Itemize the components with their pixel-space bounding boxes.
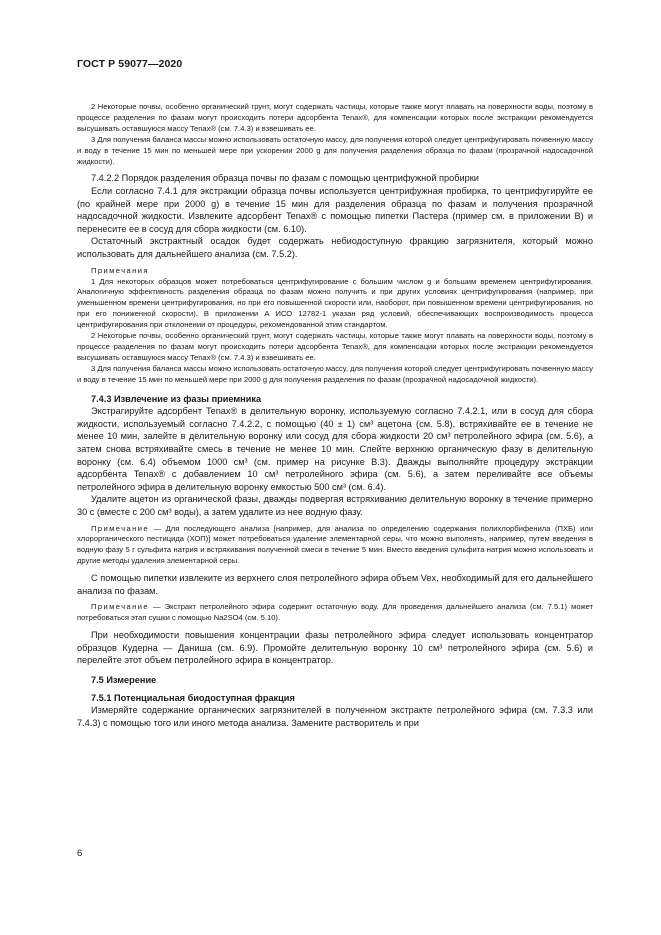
note-2: 2 Некоторые почвы, особенно органический грунт, могут содержать частицы, которые также могут плавать на поверхности воды, поэтому в процессе разделения по фазам могут происходить потери адсорбента Tenax®, для компенсации которых после экстракции рекомендуется высушивать оставшуюся массу Tenax® (см. 7.4.3) и взвешивать ее.	[77, 331, 593, 362]
page-number: 6	[77, 848, 83, 859]
note-label: Примечание	[91, 523, 149, 533]
section-heading-7-5: 7.5 Измерение	[91, 674, 157, 685]
paragraph: При необходимости повышения концентрации фазы петролейного эфира следует использовать концентратор образцов Кудерна — Даниша (см. 6.9). Промойте делительную воронку 10 см³ петролейного эфира (см. 5.6) и перелейте этот объем петролейного эфира в концентратор.	[77, 630, 593, 666]
note-text: — Экстракт петролейного эфира содержит остаточную воду. Для проведения дальнейшего анализа (см. 7.5.1) может потребоваться этап сушки с помощью Na2SO4 (см. 5.10).	[77, 602, 593, 623]
paragraph: Экстрагируйте адсорбент Tenax® в делительную воронку, используемую согласно 7.4.2.1, или в сосуд для сбора жидкости, используемый согласно 7.4.2.2, с помощью (40 ± 1) см³ ацетона (см. 5.8), встряхивайте ее в течение не менее 10 мин, залейте в делительную воронку или сосуд для сбора жидкости 20 см³ петролейного эфира (см. 5.6), а затем снова встряхивайте смесь в течение не менее 10 мин. Слейте верхнюю органическую фазу в делительную воронку (см. 6.4) объемом 1000 см³ (см. пример на рисунке В.3). Дважды выполняйте процедуру экстракции адсорбента Tenax® с добавлением 10 см³ петролейного эфира (см. 5.6), а затем переливайте все объемы петролейного эфира в делительную воронку емкостью 500 см³ (см. 6.4).	[77, 406, 593, 492]
notes-heading: Примечания	[91, 265, 149, 275]
note-text: — Для последующего анализа [например, для анализа по определению содержания полихлорбифенила (ПХБ) или хлорорганического пестицида (ХОП)] может потребоваться удаление элементарной серы, что можно выполнять, например, путем введения в водную фазу 5 г сульфита натрия и встряхивания полученной смеси в течение 5 мин. Вместо введения сульфита натрия можно использовать и другие методы удаления элементарной серы.	[77, 523, 593, 566]
note-1: 1 Для некоторых образцов может потребоваться центрифугирование с большим числом g и большим временем центрифугирования. Аналогичную эффективность разделения образца по фазам можно получить и при других условиях центрифугирования (например, при уменьшенном времени центрифугирования, но при его повышенной скорости или, наоборот, при повышенном времени центрифугирования, но при его пониженной скорости). В приложении А ИСО 12782-1 указан ряд условий, обеспечивающих воспроизводимость процесса центрифугирования при отклонении от процедуры, рекомендованной этим стандартом.	[77, 276, 593, 330]
section-heading-7-4-3: 7.4.3 Извлечение из фазы приемника	[91, 393, 262, 404]
section-heading-7-5-1: 7.5.1 Потенциальная биодоступная фракция	[91, 692, 295, 703]
paragraph: Остаточный экстрактный осадок будет содержать небиодоступную фракцию загрязнителя, который можно использовать для дальнейшего анализа (см. 7.5.2).	[77, 236, 593, 259]
note-3: 3 Для получения баланса массы можно использовать остаточную массу, для получения которой следует центрифугировать почвенную массу и воду в течение 15 мин по меньшей мере при 2000 g для получения разделения по фазам (прозрачной надосадочной жидкости).	[77, 363, 593, 384]
document-body	[77, 102, 593, 729]
paragraph: С помощью пипетки извлеките из верхнего слоя петролейного эфира объем Vex, необходимый для его дальнейшего анализа по фазам.	[77, 573, 593, 596]
subsection-title: 7.4.2.2 Порядок разделения образца почвы по фазам с помощью центрифужной пробирки	[91, 173, 479, 184]
note	[77, 524, 593, 568]
note-3: 3 Для получения баланса массы можно использовать остаточную массу, для получения которой следует центрифугировать почвенную массу и воду в течение 15 мин по меньшей мере при ускорении 2000 g для получения разделения образца по фазам (прозрачной надосадочной жидкости).	[77, 134, 593, 166]
document-header: ГОСТ Р 59077—2020	[77, 58, 183, 70]
note-label: Примечание	[91, 602, 149, 612]
note	[77, 602, 593, 624]
paragraph: Измеряйте содержание органических загрязнителей в полученном экстракте петролейного эфира (см. 7.3.3 или 7.4.3) с помощью того или иного метода анализа. Замените растворитель и при	[77, 705, 593, 728]
note-2: 2 Некоторые почвы, особенно органический грунт, могут содержать частицы, которые также могут плавать на поверхности воды, поэтому в процессе разделения по фазам могут происходить потери адсорбента Tenax®, для компенсации которых после экстракции рекомендуется высушивать оставшуюся массу Tenax® (см. 7.4.3) и взвешивать ее.	[77, 102, 593, 133]
paragraph: Если согласно 7.4.1 для экстракции образца почвы используется центрифужная пробирка, то центрифугируйте ее (по крайней мере при 2000 g) в течение 15 мин для разделения образца по фазам и получения прозрачной надосадочной жидкости. Извлеките адсорбент Tenax® с помощью пипетки Пастера (пример см. в приложении В) и перенесите ее в сосуд для сбора жидкости (см. 6.10).	[77, 186, 593, 234]
paragraph: Удалите ацетон из органической фазы, дважды подвергая встряхиванию делительную воронку в течение примерно 30 с (вместе с 200 см³ воды), а затем удалите из нее водную фазу.	[77, 494, 593, 517]
